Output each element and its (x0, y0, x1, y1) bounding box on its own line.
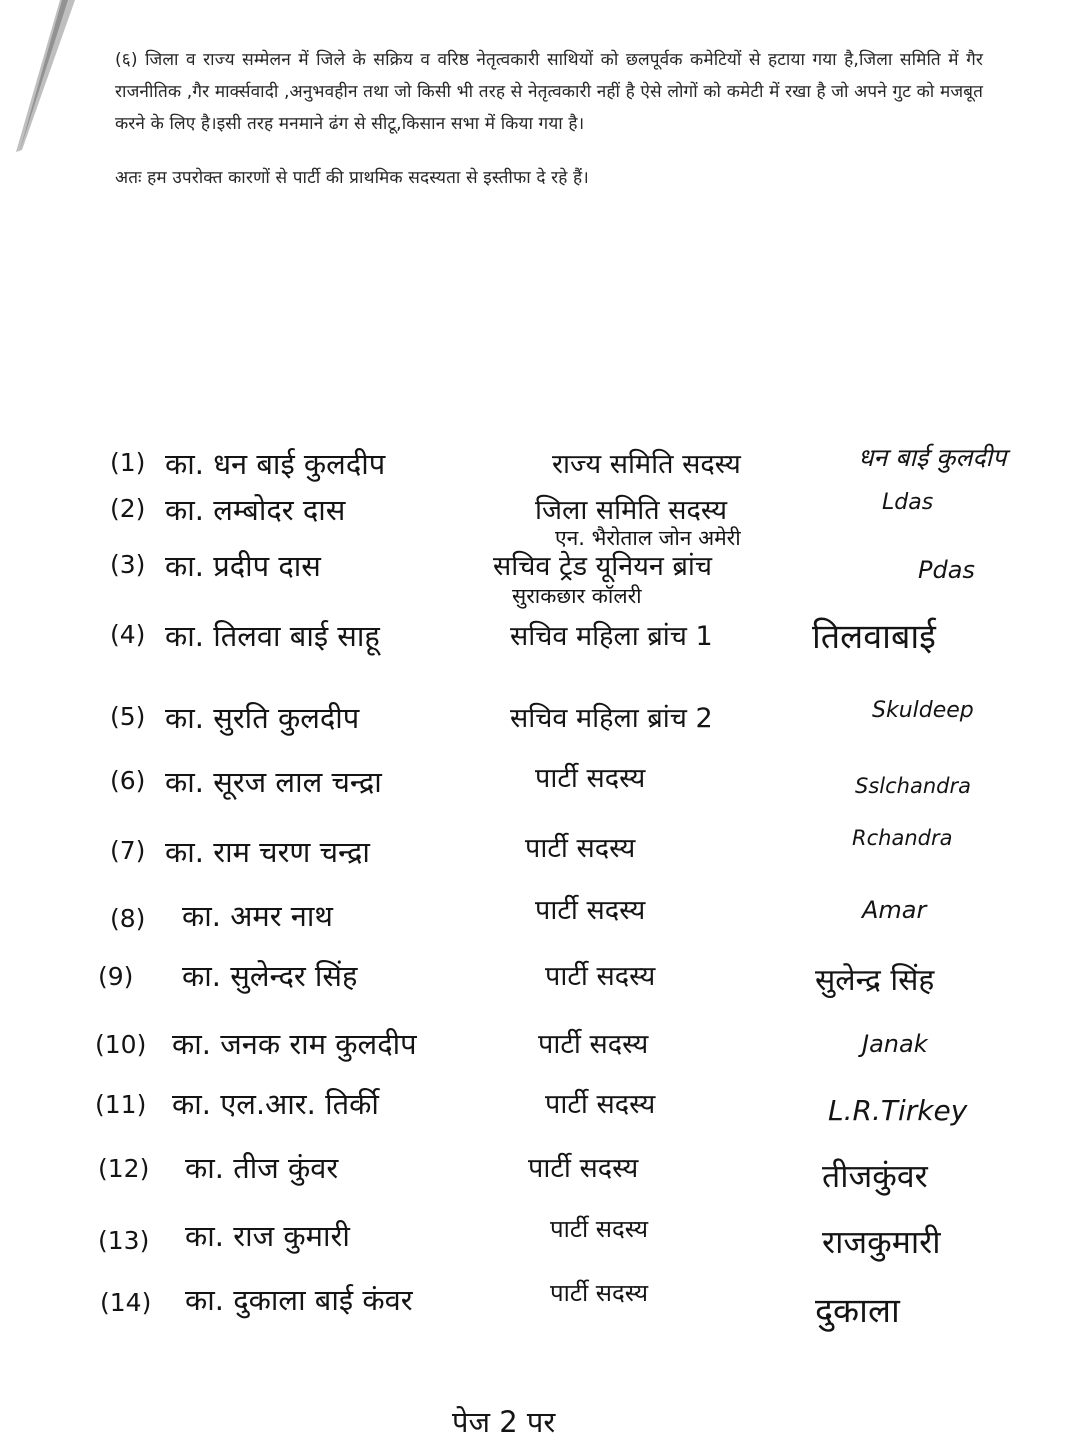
signature: Janak (862, 1030, 928, 1058)
signatory-post: पार्टी सदस्य (545, 961, 656, 992)
signatory-name: का. अमर नाथ (182, 899, 333, 933)
signature: Amar (862, 896, 927, 924)
page-continuation-note: पेज 2 पर (452, 1405, 556, 1439)
signatory-name: का. सुरति कुलदीप (165, 701, 360, 735)
signatory-post: सचिव महिला ब्रांच 2 (510, 703, 713, 734)
signatory-post: पार्टी सदस्य (535, 763, 646, 794)
row-number: (2) (110, 494, 146, 523)
signatory-post-extra: सुराकछार कॉलरी (512, 584, 642, 608)
row-number: (4) (110, 620, 146, 649)
signatory-name: का. धन बाई कुलदीप (165, 447, 386, 481)
signature: राजकुमारी (822, 1223, 941, 1261)
row-number: (14) (100, 1288, 152, 1317)
row-number: (5) (110, 702, 146, 731)
row-number: (7) (110, 836, 146, 865)
signatory-name: का. राम चरण चन्द्रा (165, 835, 370, 869)
signature: तीजकुंवर (822, 1157, 928, 1195)
signatory-post: जिला समिति सदस्य (535, 495, 728, 526)
signatory-post: पार्टी सदस्य (525, 833, 636, 864)
row-number: (3) (110, 550, 146, 579)
signatory-post: पार्टी सदस्य (538, 1029, 649, 1060)
signatory-name: का. एल.आर. तिर्की (172, 1087, 379, 1121)
signature: धन बाई कुलदीप (858, 443, 1007, 472)
row-number: (1) (110, 448, 146, 477)
signature: Rchandra (852, 826, 953, 850)
signature: Pdas (918, 556, 975, 584)
signatory-name: का. प्रदीप दास (165, 549, 321, 583)
signature: Sslchandra (855, 774, 971, 798)
row-number: (11) (95, 1090, 147, 1119)
signatory-post: राज्य समिति सदस्य (552, 449, 741, 480)
signatory-post: पार्टी सदस्य (550, 1279, 649, 1307)
signatory-post: सचिव ट्रेड यूनियन ब्रांच (493, 551, 713, 582)
signatory-name: का. दुकाला बाई कंवर (185, 1283, 413, 1317)
signatory-name: का. तीज कुंवर (185, 1151, 339, 1185)
signatory-name: का. जनक राम कुलदीप (172, 1027, 417, 1061)
signatory-name: का. सूरज लाल चन्द्रा (165, 765, 382, 799)
signatory-name: का. राज कुमारी (185, 1219, 350, 1253)
signatory-post: पार्टी सदस्य (528, 1153, 639, 1184)
signatory-name: का. लम्बोदर दास (165, 493, 346, 527)
signatory-post: पार्टी सदस्य (550, 1215, 649, 1243)
signatory-post: पार्टी सदस्य (535, 895, 646, 926)
signatory-post: सचिव महिला ब्रांच 1 (510, 621, 713, 652)
signature: सुलेन्द्र सिंह (815, 963, 935, 998)
signatory-name: का. तिलवा बाई साहू (165, 619, 380, 653)
row-number: (12) (98, 1154, 150, 1183)
conclusion-paragraph: अतः हम उपरोक्त कारणों से पार्टी की प्राथमिक सदस्यता से इस्तीफा दे रहे हैं। (115, 168, 589, 188)
row-number: (8) (110, 904, 146, 933)
signatory-post-extra: एन. भैरोताल जोन अमेरी (555, 526, 741, 550)
row-number: (13) (98, 1226, 150, 1255)
row-number: (10) (95, 1030, 147, 1059)
signatory-post: पार्टी सदस्य (545, 1089, 656, 1120)
signature: दुकाला (815, 1291, 900, 1331)
row-number: (6) (110, 766, 146, 795)
signature: L.R.Tirkey (828, 1094, 968, 1127)
signature: तिलवाबाई (812, 617, 936, 657)
typed-text-block (115, 44, 983, 194)
signatory-name: का. सुलेन्दर सिंह (182, 959, 358, 993)
paper-edge-mark (0, 0, 90, 160)
paragraph-6: (६) जिला व राज्य सम्मेलन में जिले के सक्रिय व वरिष्ठ नेतृत्वकारी साथियों को छलपूर्वक कमेटियों से हटाया गया है,जिला समिति में गैर राजनीतिक ,गैर मार्क्सवादी ,अनुभवहीन तथा जो किसी भी तरह से नेतृत्वकारी नहीं है ऐसे लोगों को कमेटी में रखा है जो अपने गुट को मजबूत करने के लिए है।इसी तरह मनमाने ढंग से सीटू,किसान सभा में किया गया है। (115, 50, 983, 134)
signature: Skuldeep (872, 698, 974, 723)
row-number: (9) (98, 962, 134, 991)
signature: Ldas (882, 490, 934, 515)
